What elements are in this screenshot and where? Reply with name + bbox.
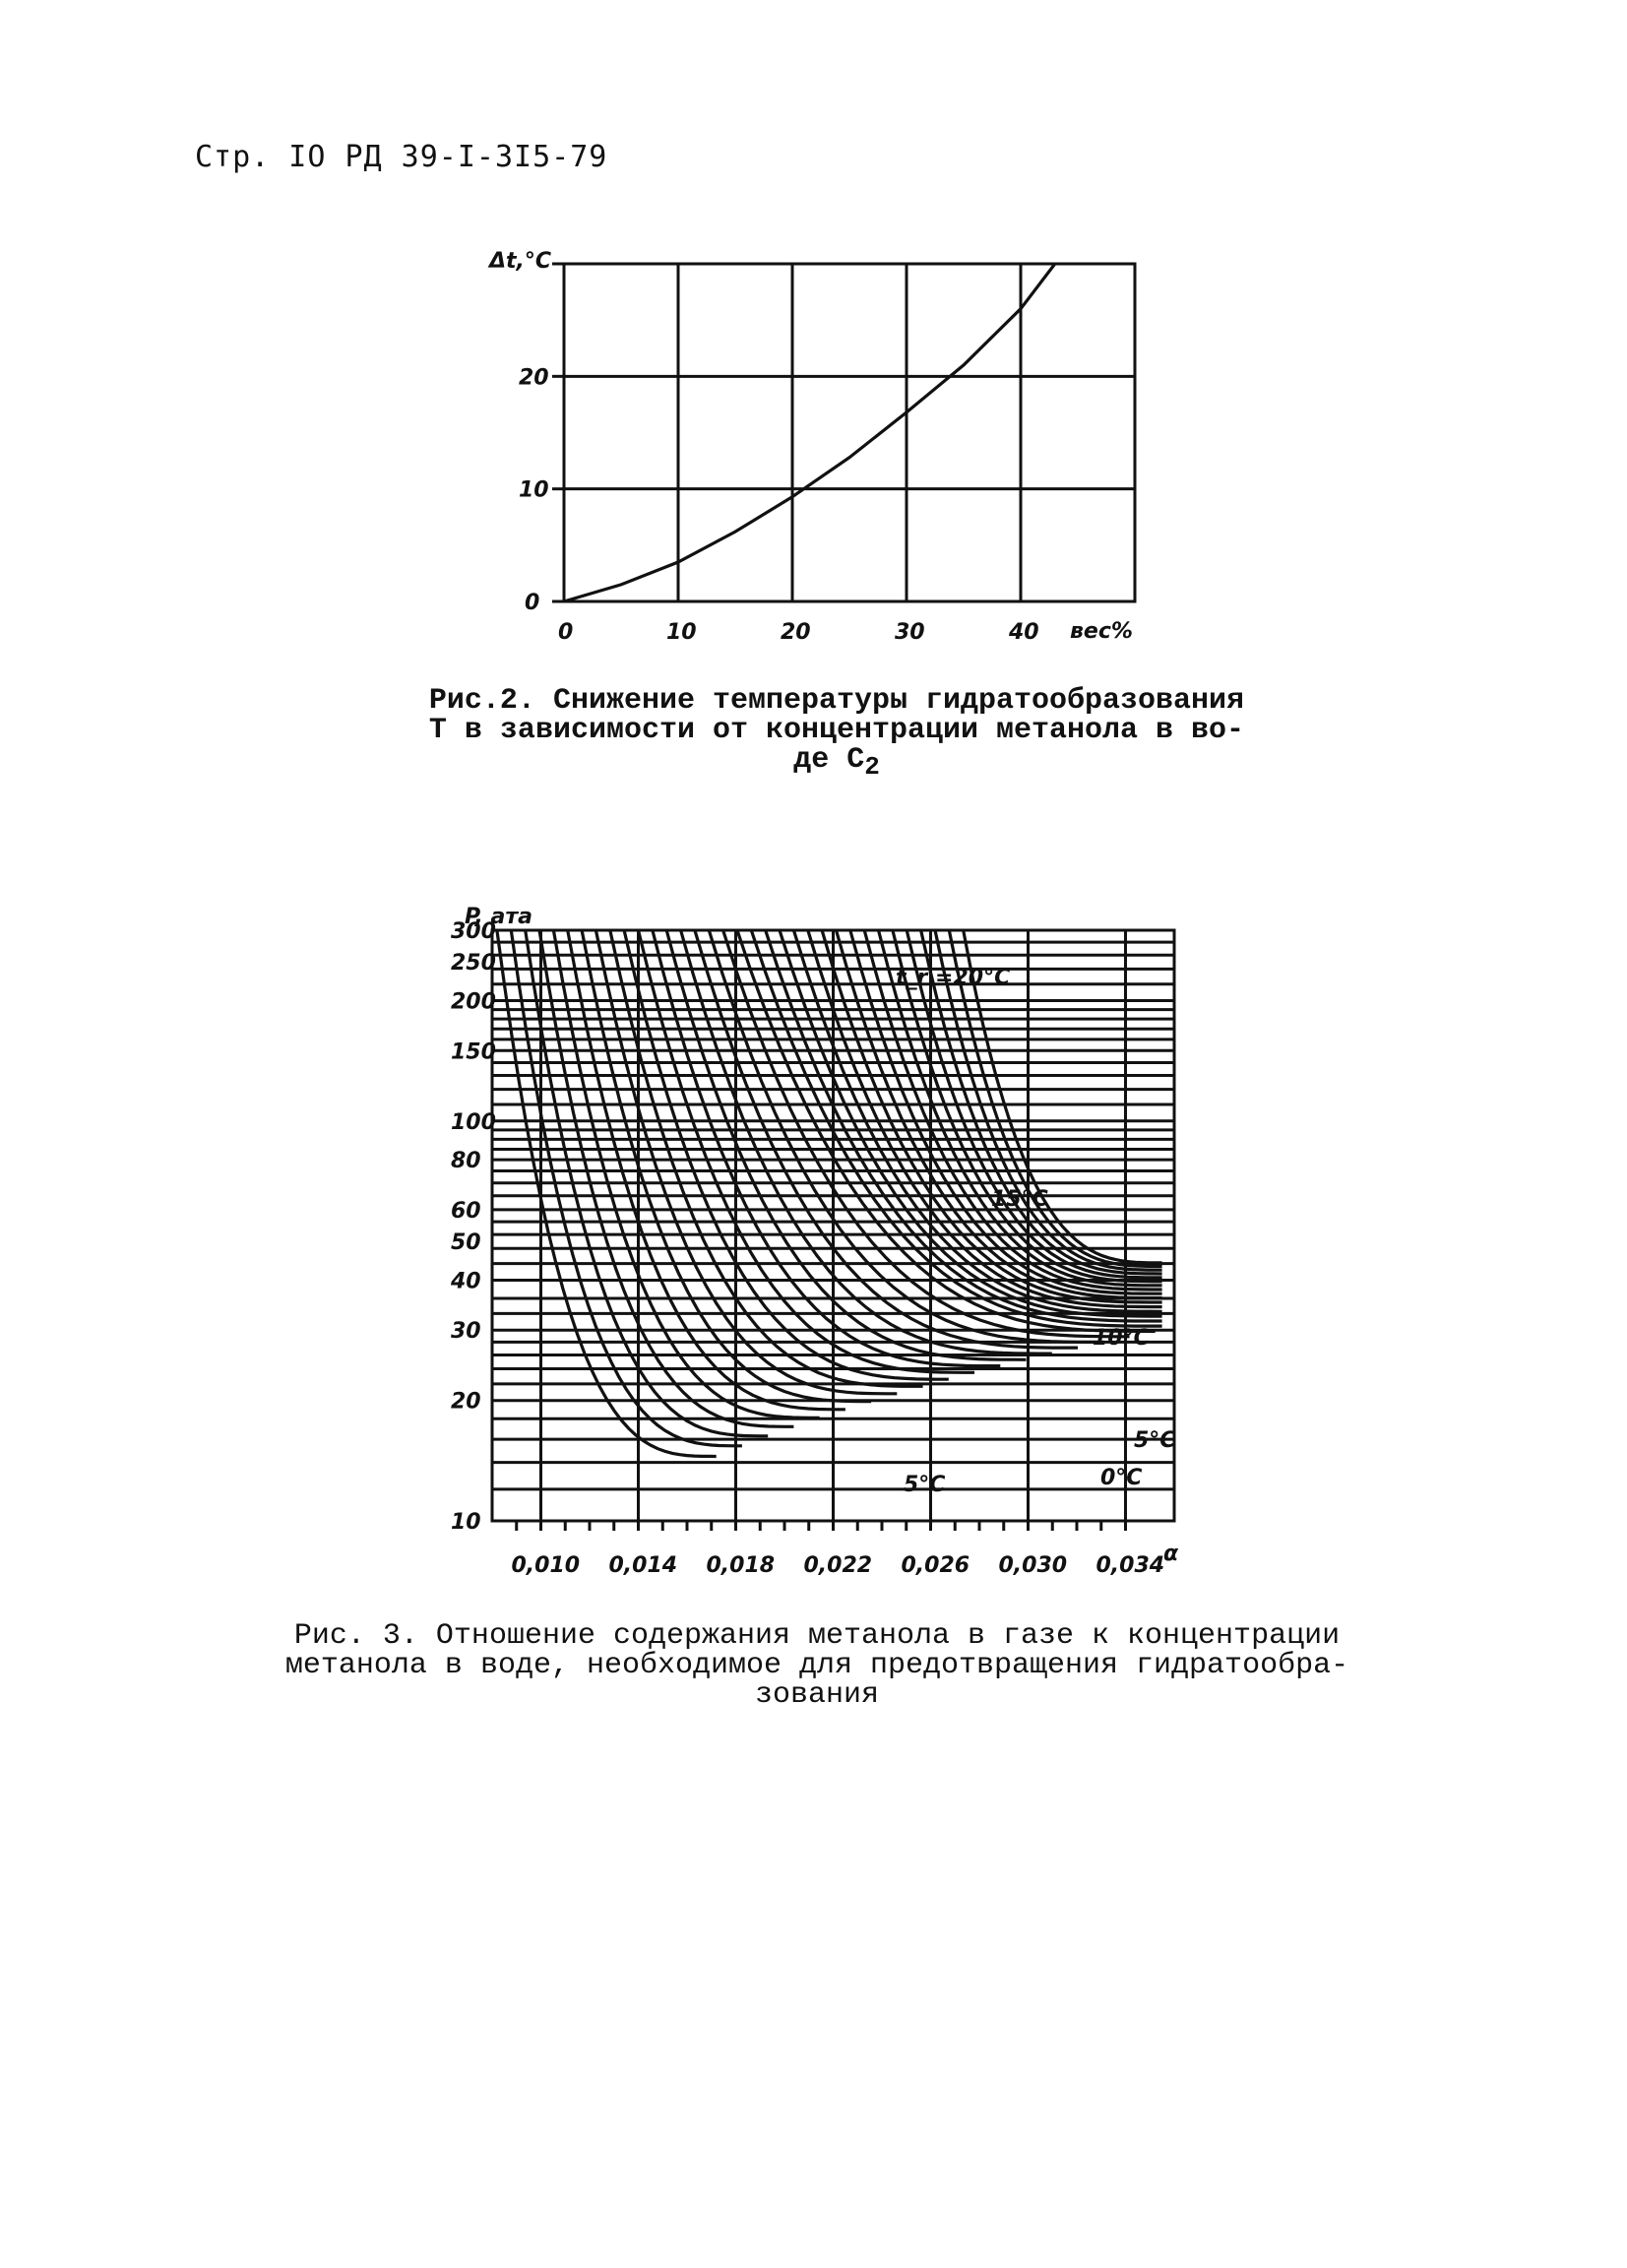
page-header: Стр. IO РД 39-I-3I5-79 [195, 140, 608, 174]
fig2-xtick-label: 10 [666, 620, 697, 645]
fig2-ytick-label: 0 [525, 591, 540, 615]
fig3-xtick-label: 0,014 [608, 1553, 678, 1578]
fig2-ylabel: Δt,°C [489, 249, 552, 274]
fig2-xlabel: вес% [1070, 619, 1133, 644]
fig2-frame [564, 264, 1135, 601]
fig2-ytick-label: 10 [519, 477, 549, 503]
fig3-xtick-label: 0,034 [1095, 1553, 1165, 1578]
fig3-curve-label-5-right: 5°C [1134, 1428, 1176, 1453]
fig3-ylabel: P, ата [465, 905, 532, 929]
fig3-xtick-label: 0,018 [706, 1553, 776, 1578]
fig3-ytick-label: 150 [451, 1040, 496, 1065]
fig3-ytick-label: 80 [451, 1149, 481, 1174]
fig3-curve-label-5-bottom: 5°C [904, 1473, 946, 1497]
fig3-xtick-label: 0,010 [511, 1553, 581, 1578]
fig3-ytick-label: 30 [451, 1319, 481, 1345]
figure-3-caption [197, 1621, 1437, 1710]
fig2-caption-line3: де С [793, 743, 865, 777]
fig3-caption-line2: метанола в воде, необходимое для предотвращения гидратообра- [284, 1649, 1349, 1682]
fig3-xtick-label: 0,022 [803, 1553, 873, 1578]
fig3-ytick-label: 40 [451, 1269, 481, 1294]
fig3-grid [492, 930, 1174, 1531]
fig2-grid [552, 264, 1135, 601]
fig2-caption-sub: 2 [864, 752, 880, 782]
fig3-ytick-label: 100 [451, 1109, 496, 1135]
fig2-curve [564, 264, 1055, 601]
fig3-xtick-label: 0,030 [998, 1553, 1068, 1578]
fig3-xtick-label: 0,026 [901, 1553, 970, 1578]
fig3-curve-label-10: 10°C [1093, 1326, 1150, 1351]
fig3-caption-line1: Рис. 3. Отношение содержания метанола в газе к концентрации [293, 1619, 1341, 1653]
fig3-ytick-label: 250 [451, 951, 496, 976]
fig3-ytick-label: 50 [451, 1230, 481, 1256]
fig2-xtick-label: 40 [1009, 620, 1039, 645]
figure-2-caption [295, 686, 1378, 782]
fig2-xtick-label: 30 [895, 620, 925, 645]
figure-3-chart [450, 905, 1179, 1578]
fig3-ytick-label: 20 [451, 1389, 481, 1415]
fig3-ytick-label: 300 [451, 919, 496, 944]
fig3-ytick-label: 60 [451, 1198, 481, 1224]
fig3-caption-line3: зования [754, 1678, 880, 1712]
fig3-ytick-label: 10 [451, 1510, 481, 1535]
fig2-ytick-label: 20 [519, 365, 549, 391]
fig2-caption-line1: Рис.2. Снижение температуры гидратообразования [428, 684, 1245, 718]
fig3-curve-label-15: 15°C [991, 1187, 1048, 1212]
fig2-xtick-label: 20 [781, 620, 811, 645]
fig2-xtick-label: 0 [558, 620, 574, 645]
fig3-curve-label-20: t_r =20°C [896, 966, 1011, 990]
fig3-curve-label-0: 0°C [1100, 1466, 1143, 1490]
fig3-xlabel: α [1163, 1542, 1179, 1566]
figure-2-chart [487, 249, 1135, 645]
fig3-ytick-label: 200 [451, 989, 496, 1015]
fig2-caption-line2: Т в зависимости от концентрации метанола в во- [428, 714, 1245, 747]
